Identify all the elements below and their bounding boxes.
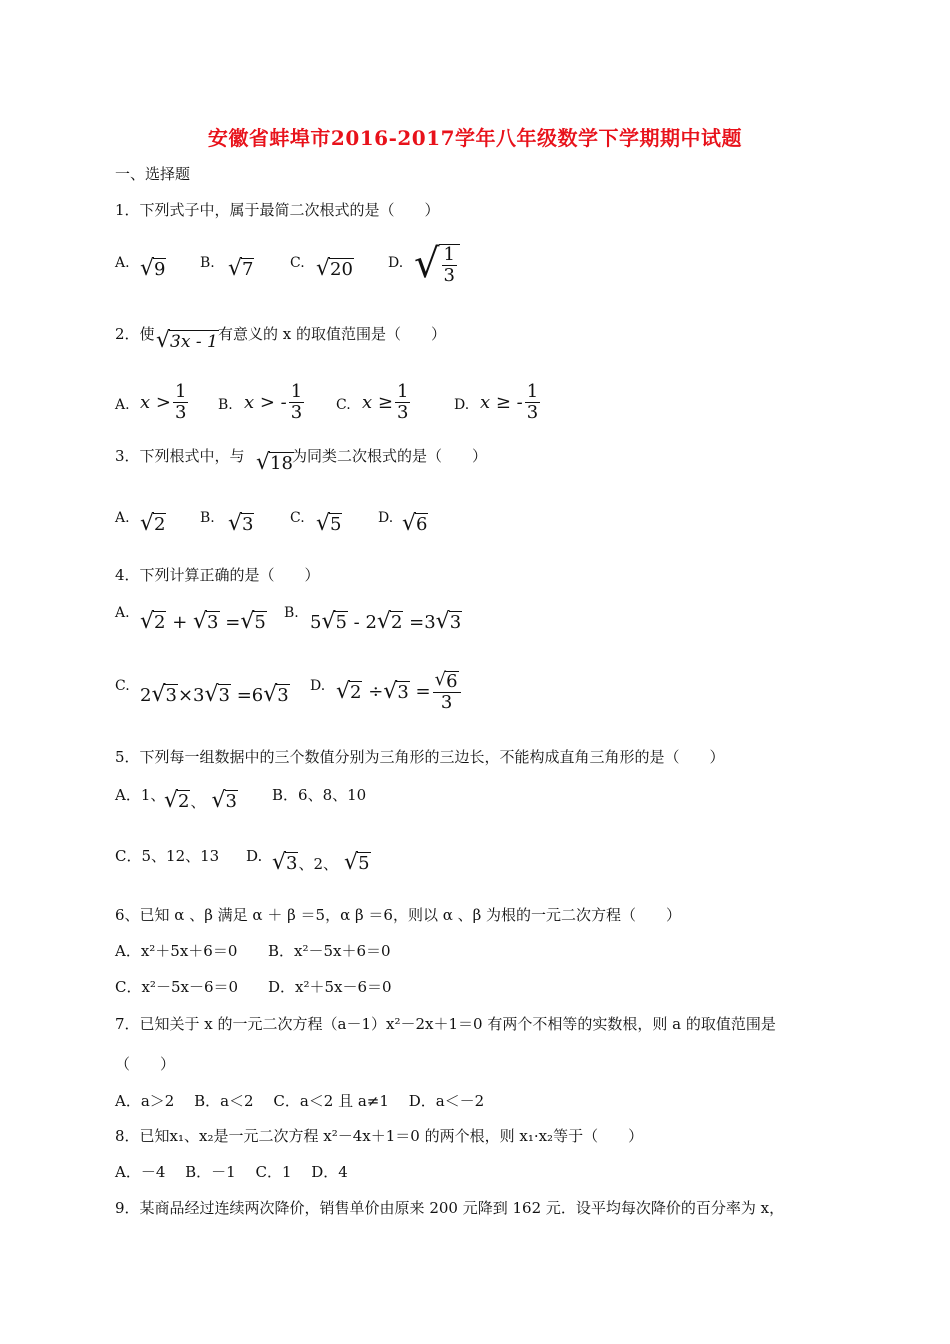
- q8-options: A．－4 B．－1 C．1 D．4: [115, 1163, 348, 1181]
- q3-option-b-math: √ 3: [228, 511, 254, 536]
- q5-option-c: C．5、12、13: [115, 847, 220, 865]
- page-title: 安徽省蚌埠市2016-2017学年八年级数学下学期期中试题: [207, 126, 743, 150]
- q4-option-c-math: 2 √ 3 ×3 √ 3 =6 √ 3: [140, 682, 289, 707]
- q4-option-d-math: √ 2 ÷ √ 3 = √ 6 3: [336, 670, 463, 713]
- q3-option-d-label: D.: [378, 510, 394, 526]
- q1-option-d-math: √ $\frac{1}{3}$: [414, 244, 460, 286]
- q1-option-c-math: √ 20: [316, 256, 353, 281]
- q2-option-d-math: x ≥ - $\frac{1}{3}$: [480, 381, 539, 423]
- q1-option-a-math: √ 9: [140, 256, 166, 281]
- q6-option-d: D．x²＋5x－6＝0: [268, 978, 392, 996]
- q3-option-c-label: C.: [290, 510, 305, 526]
- q1-option-d-label: D.: [388, 255, 404, 271]
- question-9-stem: 9．某商品经过连续两次降价，销售单价由原来 200 元降到 162 元．设平均每次降价的百分率为 x，: [115, 1199, 785, 1217]
- q5-option-b: B．6、8、10: [272, 786, 367, 804]
- q5-option-d-math: √ 3 、2、 √ 5: [272, 850, 370, 875]
- section-heading: 一、选择题: [115, 165, 191, 183]
- q2-option-c-math: x ≥ $\frac{1}{3}$: [362, 381, 409, 423]
- q4-option-b-label: B.: [284, 605, 299, 621]
- q3-option-c-math: √ 5: [316, 511, 342, 536]
- q1-option-b-label: B.: [200, 255, 215, 271]
- question-7-stem: 7．已知关于 x 的一元二次方程（a－1）x²－2x＋1＝0 有两个不相等的实数根，则 a 的取值范围是: [115, 1015, 776, 1033]
- q2-option-c-label: C.: [336, 397, 351, 413]
- question-2-stem-pre: 2．使: [115, 325, 155, 343]
- q2-option-a-label: A.: [115, 397, 130, 413]
- question-1-stem: 1．下列式子中，属于最简二次根式的是（ ）: [115, 201, 440, 219]
- q6-option-c: C．x²－5x－6＝0: [115, 978, 239, 996]
- q6-option-a: A．x²＋5x＋6＝0: [115, 942, 238, 960]
- q3-stem-math: √ 18: [256, 450, 293, 475]
- q4-option-d-label: D.: [310, 678, 326, 694]
- q3-option-a-label: A.: [115, 510, 130, 526]
- question-3-stem-post: 为同类二次根式的是（ ）: [292, 447, 488, 465]
- q2-option-b-label: B.: [218, 397, 233, 413]
- q5-option-a-label: A．1、: [115, 786, 166, 804]
- q6-option-b: B．x²－5x＋6＝0: [268, 942, 391, 960]
- q2-option-a-math: x > $\frac{1}{3}$: [140, 381, 187, 423]
- q1-option-c-label: C.: [290, 255, 305, 271]
- question-4-stem: 4．下列计算正确的是（ ）: [115, 566, 320, 584]
- q2-option-b-math: x > - $\frac{1}{3}$: [244, 381, 303, 423]
- q5-option-a-math: √ 2 、 √ 3: [164, 788, 237, 813]
- q4-option-b-math: 5 √ 5 - 2 √ 2 =3 √ 3: [310, 609, 462, 634]
- q2-option-d-label: D.: [454, 397, 470, 413]
- q3-option-a-math: √ 2: [140, 511, 166, 536]
- question-2-stem-post: 有意义的 x 的取值范围是（ ）: [218, 325, 446, 343]
- q3-option-d-math: √ 6: [402, 511, 428, 536]
- q4-option-c-label: C.: [115, 678, 130, 694]
- q7-options: A．a＞2 B．a＜2 C．a＜2 且 a≠1 D．a＜－2: [115, 1092, 485, 1110]
- q1-option-a-label: A.: [115, 255, 130, 271]
- question-8-stem: 8．已知x₁、x₂是一元二次方程 x²－4x＋1＝0 的两个根，则 x₁·x₂等于（ ）: [115, 1127, 644, 1145]
- q3-option-b-label: B.: [200, 510, 215, 526]
- q2-stem-math: √ 3x - 1: [156, 328, 218, 353]
- question-7-paren: （ ）: [115, 1055, 176, 1073]
- q5-option-d-label: D.: [246, 847, 263, 865]
- q1-option-b-math: √ 7: [228, 256, 254, 281]
- question-6-stem: 6、已知 α 、β 满足 α ＋ β ＝5，α β ＝6，则以 α 、β 为根的一元二次方程（ ）: [115, 906, 682, 924]
- q4-option-a-math: √ 2 + √ 3 = √ 5: [140, 609, 266, 634]
- question-5-stem: 5．下列每一组数据中的三个数值分别为三角形的三边长，不能构成直角三角形的是（ ）: [115, 748, 725, 766]
- question-3-stem-pre: 3．下列根式中，与: [115, 447, 245, 465]
- q4-option-a-label: A.: [115, 605, 130, 621]
